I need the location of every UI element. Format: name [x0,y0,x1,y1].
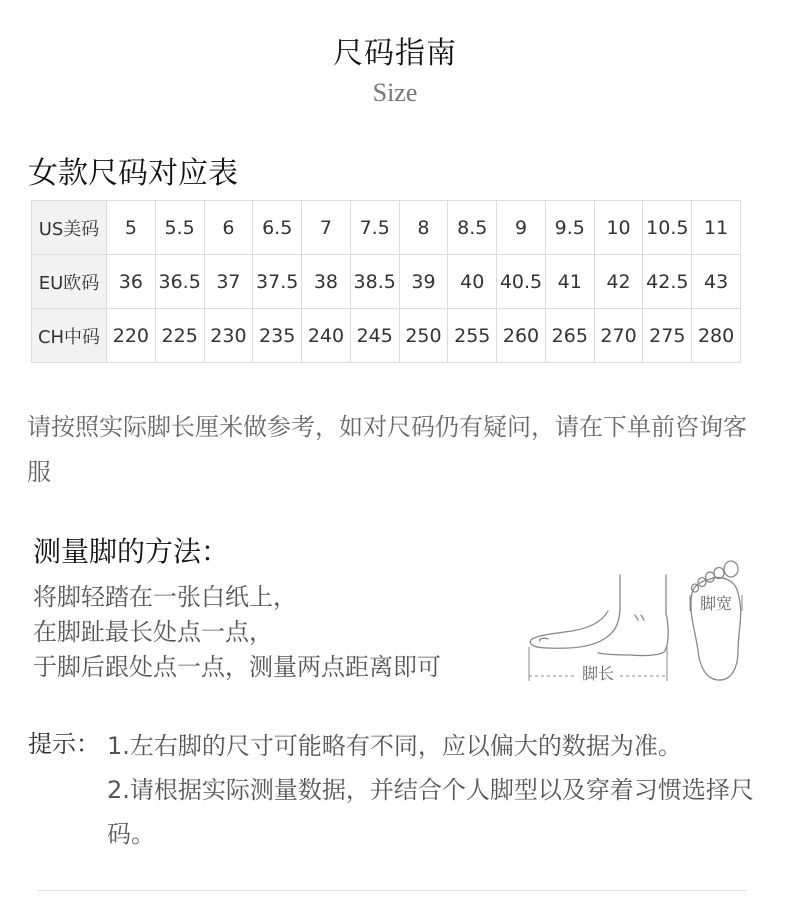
size-cell: 230 [204,309,253,363]
size-cell: 37 [204,255,253,309]
size-cell: 8.5 [448,201,497,255]
tips-list [107,724,757,856]
size-cell: 7 [302,201,351,255]
size-cell: 245 [350,309,399,363]
size-cell: 270 [594,309,643,363]
size-table-heading: 女款尺码对应表 [28,156,238,191]
size-cell: 42.5 [643,255,692,309]
page-title: 尺码指南 [333,36,457,71]
foot-width-label: 脚宽 [699,594,733,613]
size-cell: 37.5 [253,255,302,309]
size-cell: 235 [253,309,302,363]
bottom-divider [37,890,747,891]
size-cell: 7.5 [350,201,399,255]
size-cell: 250 [399,309,448,363]
size-cell: 10 [594,201,643,255]
size-cell: 6.5 [253,201,302,255]
size-cell: 38 [302,255,351,309]
size-row-label: CH中码 [32,309,107,363]
size-cell: 36 [107,255,156,309]
size-row-label: EU欧码 [32,255,107,309]
size-cell: 36.5 [155,255,204,309]
size-cell: 11 [692,201,741,255]
size-cell: 40.5 [497,255,546,309]
size-row-label: US美码 [32,201,107,255]
size-cell: 260 [497,309,546,363]
size-cell: 8 [399,201,448,255]
method-step: 将脚轻踏在一张白纸上， [33,583,297,611]
method-title: 测量脚的方法： [33,535,230,568]
size-cell: 240 [302,309,351,363]
tip-item: 1.左右脚的尺寸可能略有不同，应以偏大的数据为准。 [107,732,682,760]
page-subtitle: Size [372,78,418,107]
size-table [31,200,741,363]
foot-length-label: 脚长 [581,664,615,683]
size-cell: 39 [399,255,448,309]
tips-label: 提示： [28,730,100,758]
size-note: 请按照实际脚长厘米做参考，如对尺码仍有疑问，请在下单前咨询客服 [27,413,747,486]
size-cell: 275 [643,309,692,363]
foot-diagram [520,555,750,685]
size-cell: 225 [155,309,204,363]
size-cell: 220 [107,309,156,363]
size-cell: 40 [448,255,497,309]
size-table-row [32,309,741,363]
foot-top-icon [691,561,741,680]
tip-item: 2.请根据实际测量数据，并结合个人脚型以及穿着习惯选择尺码。 [107,776,754,848]
size-cell: 280 [692,309,741,363]
size-cell: 255 [448,309,497,363]
size-cell: 10.5 [643,201,692,255]
size-cell: 41 [545,255,594,309]
size-cell: 265 [545,309,594,363]
method-steps [33,580,441,685]
size-cell: 43 [692,255,741,309]
size-cell: 6 [204,201,253,255]
size-cell: 9.5 [545,201,594,255]
size-cell: 5.5 [155,201,204,255]
size-cell: 9 [497,201,546,255]
size-cell: 42 [594,255,643,309]
size-cell: 5 [107,201,156,255]
method-step: 于脚后跟处点一点，测量两点距离即可 [33,653,441,681]
size-table-row [32,201,741,255]
size-cell: 38.5 [350,255,399,309]
size-table-row [32,255,741,309]
foot-side-icon [530,575,668,656]
method-step: 在脚趾最长处点一点， [33,618,273,646]
